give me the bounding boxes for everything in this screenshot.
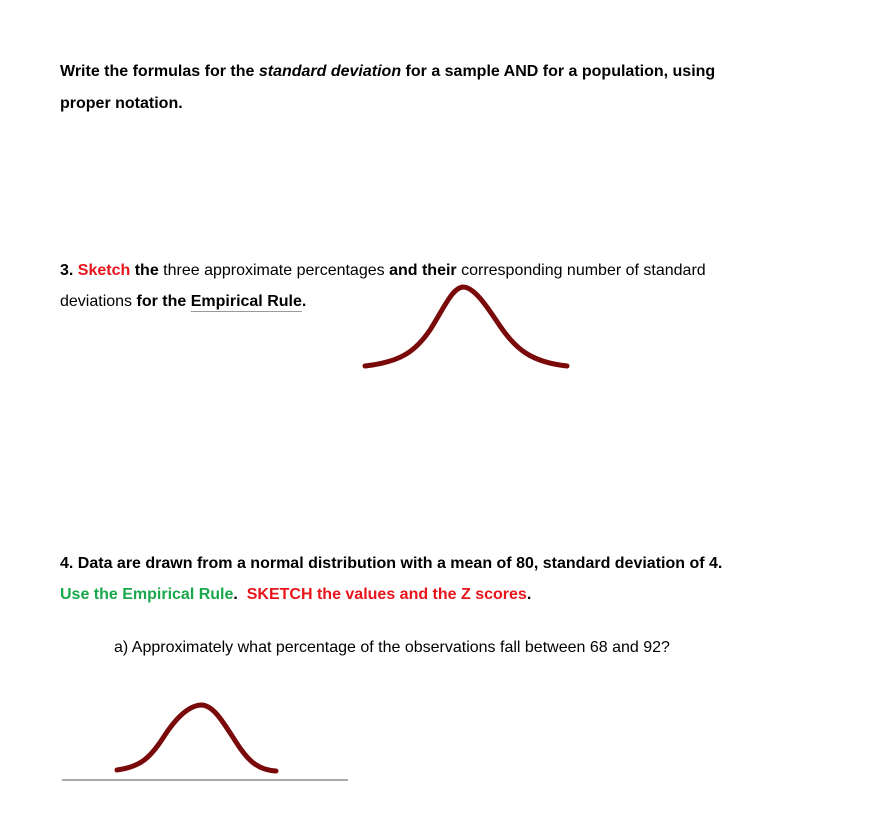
q4-dot: .: [233, 586, 238, 603]
q4-part-a: a) Approximately what percentage of the observations fall between 68 and 92?: [114, 639, 670, 656]
q3-for-the: for the: [136, 293, 191, 310]
q3-text-a: the: [130, 262, 164, 279]
q4-use-rule: Use the Empirical Rule: [60, 586, 234, 603]
q2-line2: proper notation.: [60, 95, 183, 112]
q3-text-d: corresponding number of standard: [456, 262, 706, 279]
q4-sketch-values: SKETCH the values and the Z scores: [246, 586, 527, 603]
q4-dot2: .: [526, 586, 532, 603]
q3-sketch: Sketch: [77, 262, 131, 279]
q2-emphasis: standard deviation: [258, 63, 402, 80]
q3-text-b: three approximate percentages: [163, 262, 390, 279]
q4-line1: 4. Data are drawn from a normal distribution with a mean of 80, standard deviation of 4.: [60, 555, 723, 572]
q3-number: 3.: [60, 262, 78, 279]
q2-text-post: for a sample AND for a population, using: [401, 63, 716, 80]
q3-text-c: and their: [389, 262, 457, 279]
q3-deviations: deviations: [60, 293, 137, 310]
q2-text-pre: Write the formulas for the: [60, 63, 259, 80]
q3-empirical-rule: Empirical Rule: [190, 293, 302, 310]
q3-period: .: [301, 293, 307, 310]
